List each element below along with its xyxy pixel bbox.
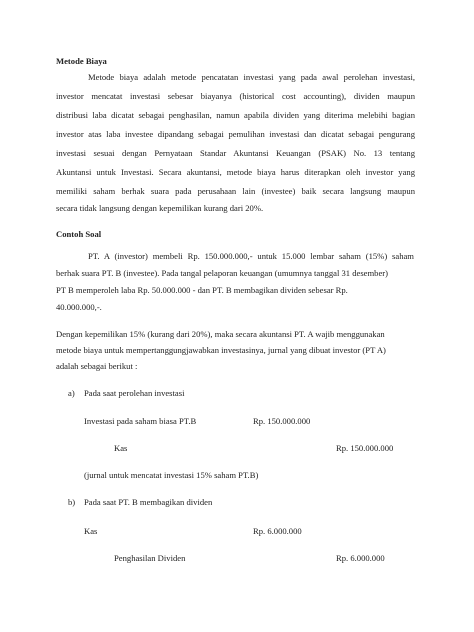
paragraph-line: memiliki saham berhak suara pada perusahaan lain (investee) baik secara langsung maupun [56,186,415,196]
credit-account: Kas [114,443,128,453]
debit-amount: Rp. 150.000.000 [253,416,311,426]
credit-account: Penghasilan Dividen [114,553,186,563]
list-marker: a) [68,388,75,398]
section-heading-metode-biaya: Metode Biaya [56,56,107,66]
paragraph-line: Akuntansi untuk Investasi. Secara akuntansi, metode biaya harus diterapkan oleh investor yang [56,167,415,177]
list-marker: b) [68,497,76,507]
section-heading-contoh-soal: Contoh Soal [56,229,102,239]
journal-note: (jurnal untuk mencatat investasi 15% saham PT.B) [84,470,259,480]
paragraph-line: Metode biaya adalah metode pencatatan investasi yang pada awal perolehan investasi, [88,72,415,82]
journal-title: Pada saat perolehan investasi [84,388,185,398]
paragraph-line: investor mencatat investasi sebesar biayanya (historical cost accounting), dividen maupun [56,91,415,101]
paragraph-line: adalah sebagai berikut : [56,361,138,371]
paragraph-line: metode biaya untuk mempertanggungjawabkan investasinya, jurnal yang dibuat investor (PT A) [56,345,386,355]
paragraph-line: investor atas laba investee dipandang sebagai pemulihan investasi dan dicatat sebagai pengurang [56,129,415,139]
paragraph-line: PT B memperoleh laba Rp. 50.000.000 - dan PT. B membagikan dividen sebesar Rp. [56,285,348,295]
debit-account: Investasi pada saham biasa PT.B [84,416,197,426]
paragraph-line: distribusi laba dicatat sebagai penghasilan, namun apabila dividen yang diterima melebihi bagian [56,110,415,120]
debit-amount: Rp. 6.000.000 [253,526,302,536]
paragraph-line: Dengan kepemilikan 15% (kurang dari 20%), maka secara akuntansi PT. A wajib menggunakan [56,329,385,339]
paragraph-line: 40.000.000,-. [56,302,102,312]
credit-amount: Rp. 150.000.000 [336,443,394,453]
credit-amount: Rp. 6.000.000 [336,553,385,563]
paragraph-line: secara tidak langsung dengan kepemilikan kurang dari 20%. [56,203,264,213]
paragraph-line: PT. A (investor) membeli Rp. 150.000.000,- untuk 15.000 lembar saham (15%) saham [88,251,414,261]
journal-title: Pada saat PT. B membagikan dividen [84,497,213,507]
paragraph-line: investasi sesuai dengan Pernyataan Standar Akuntansi Keuangan (PSAK) No. 13 tentang [56,148,415,158]
debit-account: Kas [84,526,98,536]
paragraph-line: berhak suara PT. B (investee). Pada tangal pelaporan keuangan (umumnya tanggal 31 desember) [56,268,389,278]
